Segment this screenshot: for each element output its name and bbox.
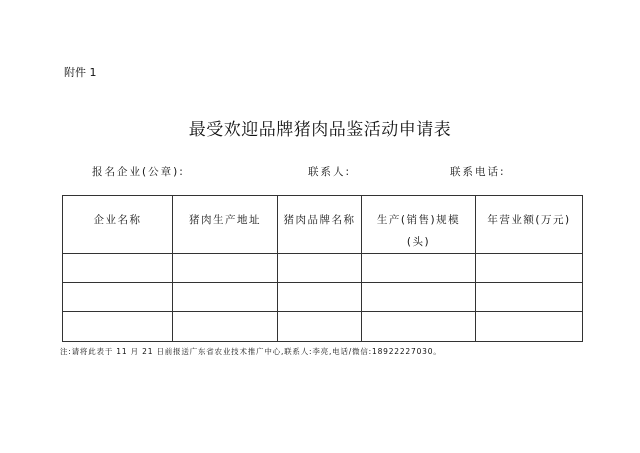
table-cell[interactable]	[173, 312, 278, 342]
header-production-scale-text: 生产(销售)规模	[376, 214, 461, 226]
table-cell[interactable]	[278, 312, 362, 342]
phone-field-label: 联系电话:	[450, 166, 506, 178]
attachment-label: 附件 1	[64, 66, 97, 79]
table-cell[interactable]	[63, 254, 173, 283]
table-cell[interactable]	[476, 312, 583, 342]
table-cell[interactable]	[63, 312, 173, 342]
contact-field-label: 联系人:	[308, 166, 352, 178]
header-company-name: 企业名称	[63, 196, 173, 254]
table-row	[63, 283, 583, 312]
page-title: 最受欢迎品牌猪肉品鉴活动申请表	[188, 120, 452, 140]
header-production-scale-unit: (头)	[406, 236, 431, 248]
table-cell[interactable]	[362, 283, 476, 312]
header-production-address: 猪肉生产地址	[173, 196, 278, 254]
application-table	[62, 195, 583, 342]
company-field-label: 报名企业(公章):	[92, 166, 185, 178]
table-row	[63, 254, 583, 283]
table-cell[interactable]	[278, 254, 362, 283]
header-annual-revenue: 年营业额(万元)	[476, 196, 583, 254]
table-row	[63, 312, 583, 342]
header-production-scale	[362, 196, 476, 254]
table-cell[interactable]	[63, 283, 173, 312]
table-header-row	[63, 196, 583, 254]
table-cell[interactable]	[173, 254, 278, 283]
table-cell[interactable]	[476, 254, 583, 283]
header-brand-name: 猪肉品牌名称	[278, 196, 362, 254]
table-cell[interactable]	[476, 283, 583, 312]
table-cell[interactable]	[362, 312, 476, 342]
table-cell[interactable]	[362, 254, 476, 283]
table-cell[interactable]	[173, 283, 278, 312]
footnote: 注:请将此表于 11 月 21 日前报送广东省农业技术推广中心,联系人:李亮,电话/微信:18922227030。	[60, 347, 442, 356]
table-cell[interactable]	[278, 283, 362, 312]
